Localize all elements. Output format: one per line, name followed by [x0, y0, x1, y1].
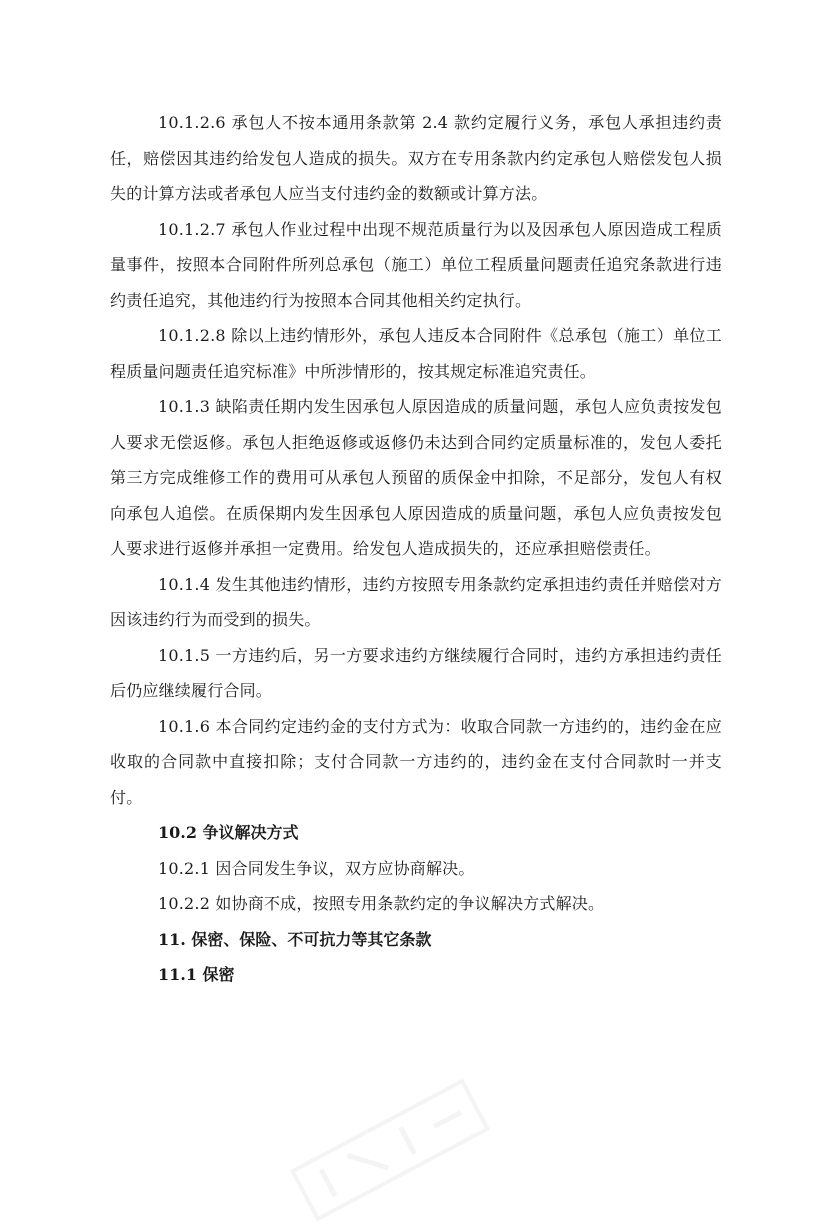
section-heading-10-2: 10.2 争议解决方式 [158, 823, 299, 842]
watermark-mark-icon [285, 1072, 494, 1228]
clause-10-1-4: 10.1.4 发生其他违约情形，违约方按照专用条款约定承担违约责任并赔偿对方因该违约行为而受到的损失。 [110, 574, 722, 629]
clause-10-1-2-7: 10.1.2.7 承包人作业过程中出现不规范质量行为以及因承包人原因造成工程质量事件，按照本合同附件所列总承包（施工）单位工程质量问题责任追究条款进行违约责任追究，其他违约行为按照本合同其他相关约定执行。 [110, 219, 722, 310]
document-body [110, 105, 722, 993]
clause-10-1-5: 10.1.5 一方违约后，另一方要求违约方继续履行合同时，违约方承担违约责任后仍应继续履行合同。 [110, 645, 722, 700]
clause-10-2-1: 10.2.1 因合同发生争议，双方应协商解决。 [158, 858, 475, 878]
clause-10-1-6: 10.1.6 本合同约定违约金的支付方式为：收取合同款一方违约的，违约金在应收取的合同款中直接扣除；支付合同款一方违约的，违约金在支付合同款时一并支付。 [110, 716, 722, 807]
watermark [285, 1072, 494, 1228]
section-heading-11-1: 11.1 保密 [158, 965, 235, 984]
clause-10-2-2: 10.2.2 如协商不成，按照专用条款约定的争议解决方式解决。 [158, 894, 605, 913]
clause-10-1-3: 10.1.3 缺陷责任期内发生因承包人原因造成的质量问题，承包人应负责按发包人要求无偿返修。承包人拒绝返修或返修仍未达到合同约定质量标准的，发包人委托第三方完成维修工作的费用可从承包人预留的质保金中扣除，不足部分，发包人有权向承包人追偿。在质保期内发生因承包人原因造成的质量问题，承包人应负责按发包人要求进行返修并承担一定费用。给发包人造成损失的，还应承担赔偿责任。 [110, 397, 722, 558]
clause-10-1-2-6: 10.1.2.6 承包人不按本通用条款第 2.4 款约定履行义务，承包人承担违约责任，赔偿因其违约给发包人造成的损失。双方在专用条款内约定承包人赔偿发包人损失的计算方法或者承包人应当支付违约金的数额或计算方法。 [110, 113, 722, 203]
section-heading-11: 11. 保密、保险、不可抗力等其它条款 [158, 929, 432, 949]
clause-10-1-2-8: 10.1.2.8 除以上违约情形外，承包人违反本合同附件《总承包（施工）单位工程质量问题责任追究标准》中所涉情形的，按其规定标准追究责任。 [110, 326, 722, 381]
